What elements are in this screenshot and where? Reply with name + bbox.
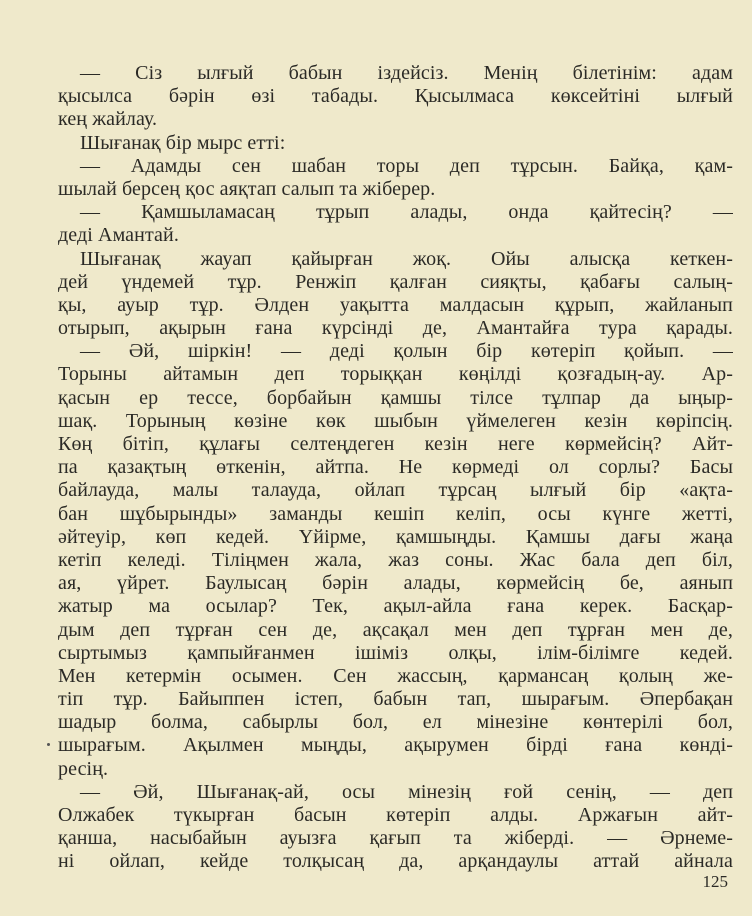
text-line: ая, үйрет. Баулысаң бәрін алады, көрмейсің бе, аянып <box>58 572 733 595</box>
text-line: тіп тұр. Байыппен істеп, бабын тап, шырағым. Әпербақан <box>58 688 733 711</box>
text-line: шадыр болма, сабырлы бол, ел мінезіне көнтерілі бол, <box>58 711 733 734</box>
text-line: қанша, насыбайын ауызға қағып та жіберді. — Әрнеме- <box>58 827 733 850</box>
text-line: па қазақтың өткенін, айтпа. Не көрмеді ол сорлы? Басы <box>58 456 733 479</box>
text-line: дым деп тұрған сен де, ақсақал мен деп тұрған мен де, <box>58 618 733 641</box>
text-line: отырып, ақырын ғана күрсінді де, Амантайға тура қарады. <box>58 317 733 340</box>
text-line: ні ойлап, кейде толқысаң да, арқандаулы аттай айнала <box>58 850 733 873</box>
text-line: шылай берсең қос аяқтап салып та жіберер. <box>58 177 436 200</box>
text-line: — Адамды сен шабан торы деп тұрсын. Байқа, қам- <box>80 154 733 177</box>
text-line: — Сіз ылғый бабын іздейсіз. Менің білетінім: адам <box>80 62 733 84</box>
text-line: Торыны айтамын деп торыққан көңілді қозғадың-ау. Ар- <box>58 363 733 386</box>
text-line: жатыр ма осылар? Тек, ақыл-айла ғана керек. Басқар- <box>58 595 733 618</box>
margin-mark <box>47 743 50 746</box>
text-line: деді Амантай. <box>58 224 179 247</box>
text-line: — Әй, шіркін! — деді қолын бір көтеріп қойып. — <box>80 340 733 363</box>
text-line: кетіп келеді. Тіліңмен жала, жаз соны. Жас бала деп біл, <box>58 548 733 571</box>
text-line: қы, ауыр тұр. Әлден уақытта малдасын құрып, жайланып <box>58 293 733 316</box>
text-line: Шығанақ жауап қайырған жоқ. Ойы алысқа кеткен- <box>80 247 733 270</box>
text-line: қасын ер тессе, борбайын қамшы тілсе тұлпар да ыңыр- <box>58 386 733 409</box>
text-line: Олжабек түкырған басын көтеріп алды. Аржағын айт- <box>58 804 733 826</box>
text-line: — Қамшыламасаң тұрып алады, онда қайтесің? — <box>80 201 733 224</box>
text-line: ресің. <box>58 757 109 780</box>
text-line: шырағым. Ақылмен мыңды, ақырумен бірді ғана көнді- <box>58 734 733 757</box>
text-line: Мен кетермін осымен. Сен жассың, қармансаң қолың же- <box>58 664 733 687</box>
text-line: Көң бітіп, құлағы селтеңдеген кезін неге көрмейсің? Айт- <box>58 433 733 455</box>
text-line: байлауда, малы талауда, ойлап тұрсаң ылғый бір «ақта- <box>58 479 733 502</box>
text-line: қысылса бәрін өзі табады. Қысылмаса көксейтіні ылғый <box>58 85 733 108</box>
page-number: 125 <box>702 872 728 891</box>
text-line: бан шұбырынды» заманды кешіп келіп, осы күнге жетті, <box>58 502 733 525</box>
text-line: Шығанақ бір мырс етті: <box>80 131 286 154</box>
text-line: кең жайлау. <box>58 108 158 131</box>
page-text <box>58 62 733 874</box>
text-line: — Әй, Шығанақ-ай, осы мінезің ғой сенің, — деп <box>80 780 733 803</box>
text-line: дей үндемей тұр. Ренжіп қалған сияқты, қабағы салың- <box>58 270 733 293</box>
text-line: шақ. Торының көзіне көк шыбын үймелеген кезін көріпсің. <box>58 409 733 432</box>
text-line: сыртымыз қампыйғанмен ішіміз олқы, ілім-білімге кедей. <box>58 641 733 664</box>
text-line: әйтеуір, көп кедей. Үйірме, қамшыңды. Қамшы дағы жаңа <box>58 525 733 548</box>
